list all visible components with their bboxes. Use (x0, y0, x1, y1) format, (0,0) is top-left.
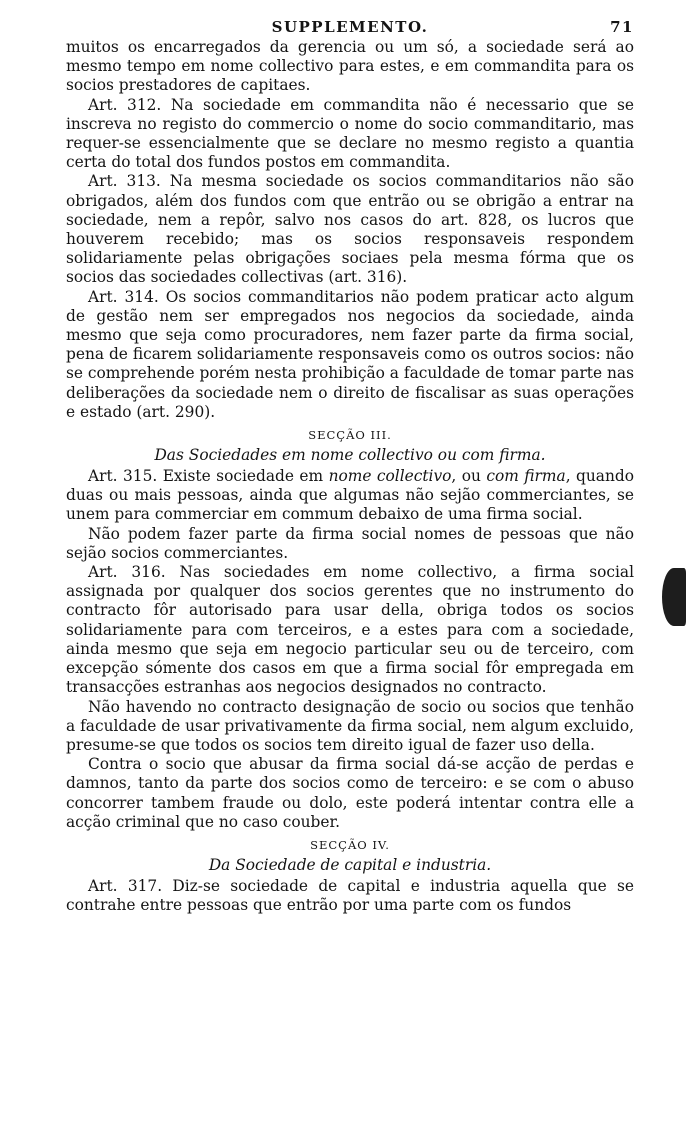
article-312: Art. 312. Na sociedade em commandita não é necessario que se inscreva no registo do commercio o nome do socio commanditario, mas requer-se essencialmente que se declare no mesmo registo a quantia certa do total dos fundos postos em commandita. (66, 95, 634, 172)
section-4-title: Da Sociedade de capital e industria. (208, 855, 492, 874)
header-title: SUPPLEMENTO. (271, 18, 429, 36)
article-314: Art. 314. Os socios commanditarios não podem praticar acto algum de gestão nem ser empregados nos negocios da sociedade, ainda mesmo que seja como procuradores, nem fazer parte da firma social, pena de ficarem solidariamente responsaveis como os outros socios: não se comprehende porém nesta prohibição a faculdade de tomar parte nas deliberações da sociedade nem o direito de fiscalisar as suas operações e estado (art. 290). (66, 287, 634, 421)
section-4-label: SECÇÃO IV. (310, 837, 390, 852)
section-3-title: Das Sociedades em nome collectivo ou com firma. (154, 446, 546, 465)
section-3-label: SECÇÃO III. (308, 428, 392, 443)
article-315-text-3: , quando duas ou mais pessoas, ainda que algumas não sejão commerciantes, se unem para commerciar em commum debaixo de uma firma social. (66, 467, 635, 524)
article-315-emphasis-1: nome collectivo (328, 467, 452, 486)
page-number: 71 (610, 18, 634, 36)
article-316-paragraph-2: Não havendo no contracto designação de socio ou socios que tenhão a faculdade de usar privativamente da firma social, nem algum excluido, presume-se que todos os socios tem direito igual de fazer uso della. (66, 697, 634, 754)
document-page (66, 14, 634, 915)
paragraph-continuation: muitos os encarregados da gerencia ou um só, a sociedade será ao mesmo tempo em nome collectivo para estes, e em commandita para os socios prestadores de capitaes. (66, 38, 634, 95)
article-315-text-1: Art. 315. Existe sociedade em (88, 467, 329, 486)
article-315-paragraph-2: Não podem fazer parte da firma social nomes de pessoas que não sejão socios commerciantes. (66, 524, 634, 562)
page-edge-ink-mark (662, 568, 686, 626)
article-317: Art. 317. Diz-se sociedade de capital e industria aquella que se contrahe entre pessoas que entrão por uma parte com os fundos (66, 876, 634, 915)
article-316-paragraph-3: Contra o socio que abusar da firma social dá-se acção de perdas e damnos, tanto da parte dos socios como de terceiro: e se com o abuso concorrer tambem fraude ou dolo, este poderá intentar contra elle a acção criminal que no caso couber. (66, 755, 634, 831)
article-313: Art. 313. Na mesma sociedade os socios commanditarios não são obrigados, além dos fundos com que entrão ou se obrigão a entrar na sociedade, nem a repôr, salvo nos casos do art. 828, os lucros que houverem recebido; mas os socios responsaveis respondem solidariamente pelas obrigações sociaes pela mesma fórma que os socios das sociedades collectivas (art. 316). (66, 172, 634, 287)
article-315-text-2: , ou (451, 467, 487, 486)
article-315-emphasis-2: com firma (486, 467, 566, 486)
article-315 (66, 467, 634, 525)
running-header (66, 14, 634, 38)
article-316: Art. 316. Nas sociedades em nome collectivo, a firma social assignada por qualquer dos socios gerentes que no instrumento do contracto fôr autorisado para usar della, obriga todos os socios solidariamente para com terceiros, e a estes para com a sociedade, ainda mesmo que seja em negocio particular seu ou de terceiro, com excepção sómente dos casos em que a firma social fôr empregada em transacções estranhas aos negocios designados no contracto. (66, 563, 634, 697)
